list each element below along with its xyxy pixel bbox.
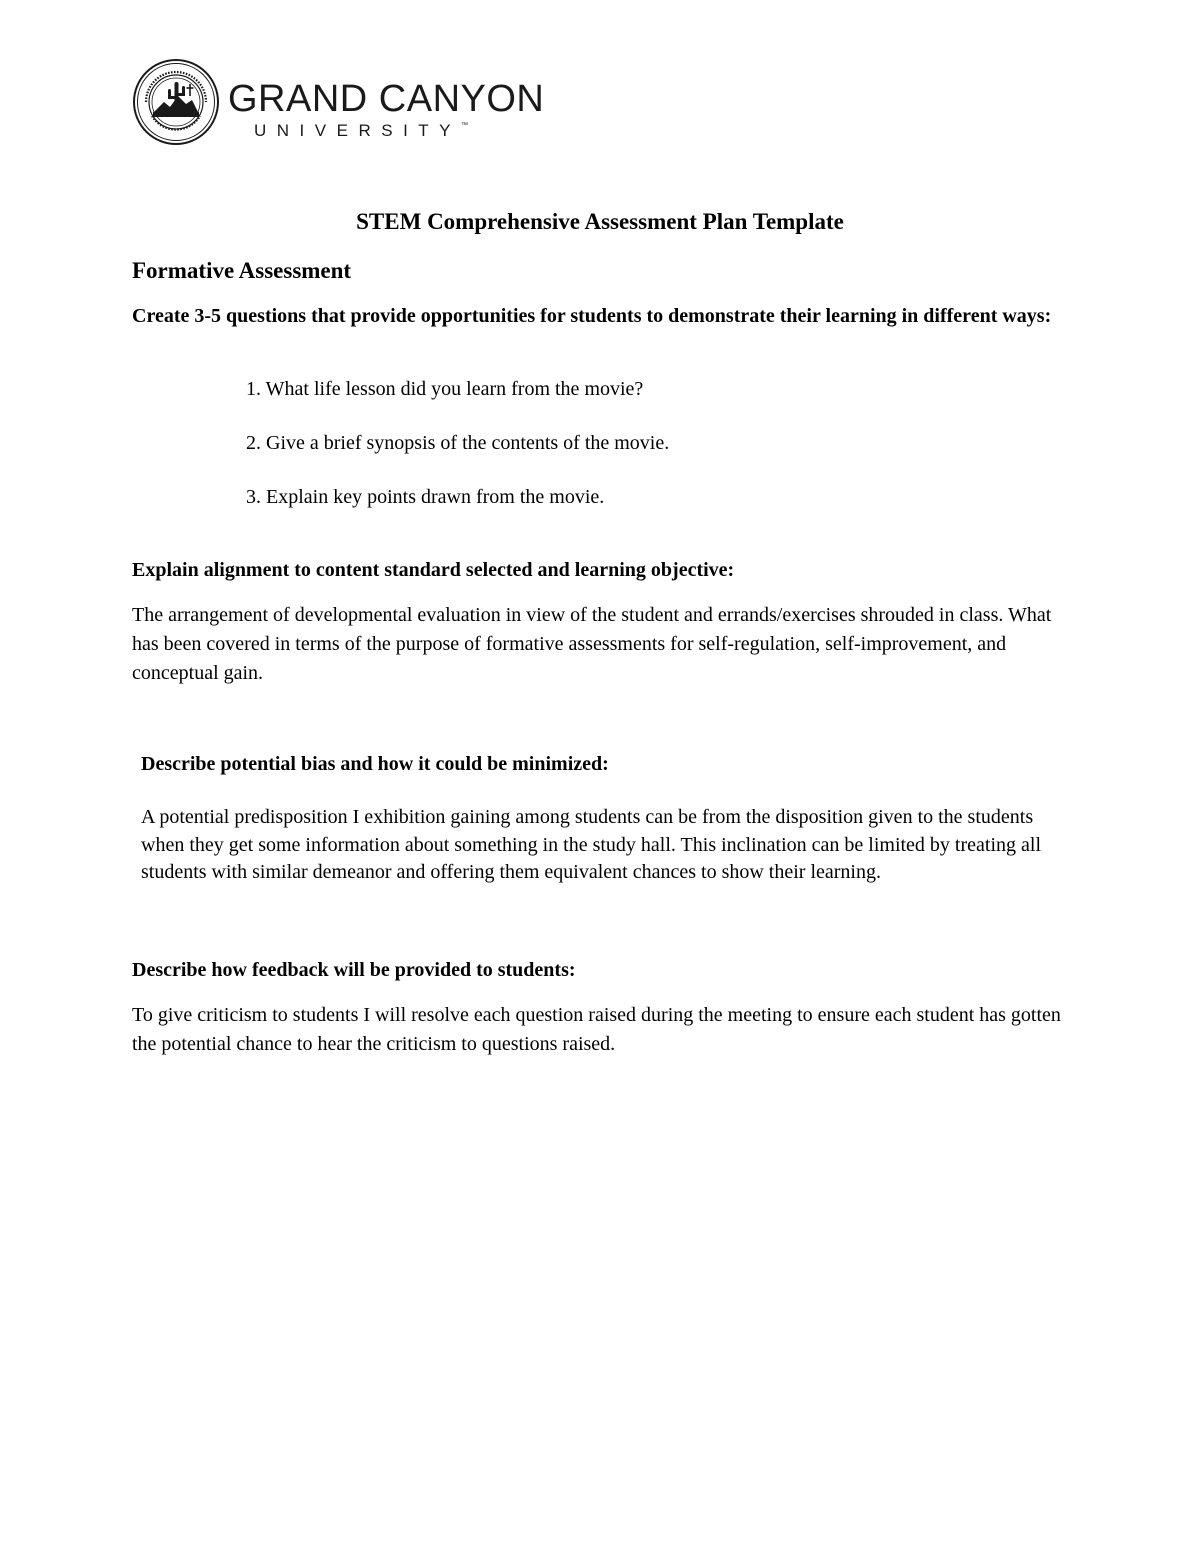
feedback-answer: To give criticism to students I will resolve each question raised during the meeting to ensure each student has gotten the potential chance to hear the criticism to questions raised. [132, 1004, 1061, 1055]
question-item: 3. Explain key points drawn from the movie. [246, 486, 605, 508]
logo-wordmark-university: UNIVERSITY [254, 121, 462, 140]
questions-prompt: Create 3-5 questions that provide opportunities for students to demonstrate their learning in different ways: [132, 305, 1052, 327]
section-heading: Formative Assessment [132, 258, 352, 283]
bias-prompt: Describe potential bias and how it could be minimized: [141, 753, 609, 775]
university-logo [132, 58, 545, 146]
bias-answer: A potential predisposition I exhibition gaining among students can be from the disposition given to the students when they get some information about something in the study hall. This inclination can be limited by treating all students with similar demeanor and offering them equivalent chances to show their learning. [141, 806, 1042, 883]
logo-wordmark-line1: GRAND CANYON [228, 78, 545, 120]
alignment-prompt: Explain alignment to content standard selected and learning objective: [132, 559, 735, 581]
logo-wordmark-line2 [254, 122, 468, 139]
question-item: 1. What life lesson did you learn from the movie? [246, 378, 644, 400]
trademark-mark: ™ [461, 122, 469, 129]
university-seal-icon [132, 58, 220, 146]
feedback-prompt: Describe how feedback will be provided to students: [132, 959, 576, 981]
question-item: 2. Give a brief synopsis of the contents of the movie. [246, 432, 670, 454]
alignment-answer: The arrangement of developmental evaluation in view of the student and errands/exercises shrouded in class. What has been covered in terms of the purpose of formative assessments for self-regulation, self-improvement, and conceptual gain. [132, 604, 1052, 684]
document-title: STEM Comprehensive Assessment Plan Template [356, 209, 844, 234]
questions-list [246, 375, 669, 537]
